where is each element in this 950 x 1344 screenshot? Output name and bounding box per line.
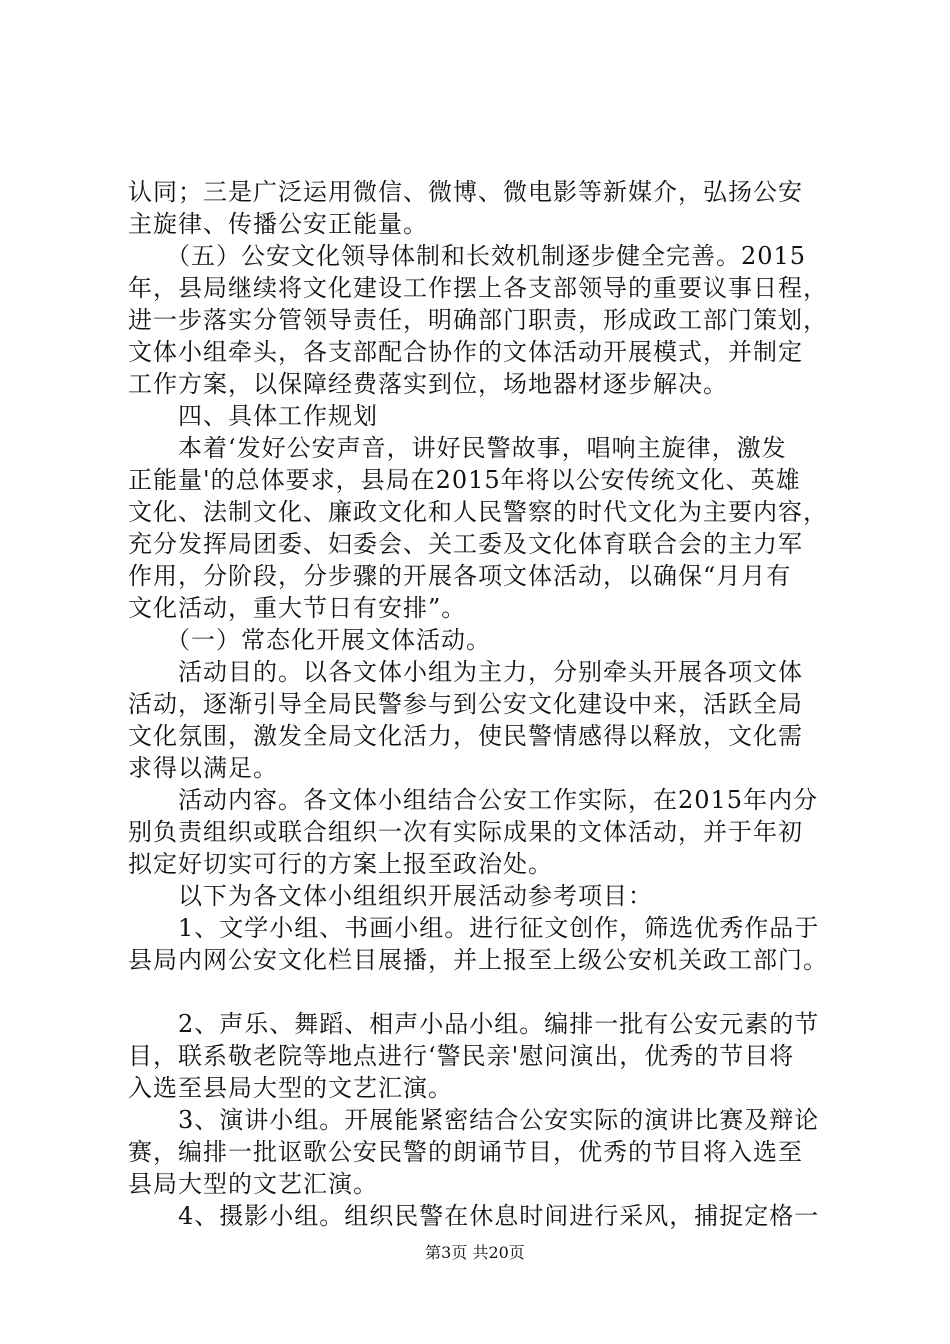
text-line: 文化氛围，激发全局文化活力，使民警情感得以释放，文化需 bbox=[128, 722, 803, 750]
text-line: （五）公安文化领导体制和长效机制逐步健全完善。2015 bbox=[128, 242, 807, 270]
text-line: 正能量'的总体要求，县局在2015年将以公安传统文化、英雄 bbox=[128, 466, 801, 494]
body-text bbox=[128, 176, 858, 1232]
text-line: 主旋律、传播公安正能量。 bbox=[128, 210, 428, 238]
text-line: 活动，逐渐引导全局民警参与到公安文化建设中来，活跃全局 bbox=[128, 690, 803, 718]
text-line: 认同；三是广泛运用微信、微博、微电影等新媒介，弘扬公安 bbox=[128, 178, 803, 206]
subsection-heading: （一）常态化开展文体活动。 bbox=[128, 626, 491, 654]
text-line: 4、摄影小组。组织民警在休息时间进行采风，捕捉定格一 bbox=[128, 1202, 820, 1230]
text-line: 赛，编排一批讴歌公安民警的朗诵节目，优秀的节目将入选至 bbox=[128, 1138, 803, 1166]
text-line: 求得以满足。 bbox=[128, 754, 278, 782]
text-line: 本着‘发好公安声音，讲好民警故事，唱响主旋律，激发 bbox=[128, 434, 787, 462]
text-line: 进一步落实分管领导责任，明确部门职责，形成政工部门策划， bbox=[128, 306, 828, 334]
text-line: 2、声乐、舞蹈、相声小品小组。编排一批有公安元素的节 bbox=[128, 1010, 820, 1038]
text-line: 1、文学小组、书画小组。进行征文创作，筛选优秀作品于 bbox=[128, 914, 820, 942]
text-line: 入选至县局大型的文艺汇演。 bbox=[128, 1074, 453, 1102]
text-line: 年，县局继续将文化建设工作摆上各支部领导的重要议事日程， bbox=[128, 274, 828, 302]
text-line: 县局大型的文艺汇演。 bbox=[128, 1170, 378, 1198]
page-footer: 第3页 共20页 bbox=[425, 1243, 525, 1262]
text-line: 文化、法制文化、廉政文化和人民警察的时代文化为主要内容， bbox=[128, 498, 828, 526]
text-line: 拟定好切实可行的方案上报至政治处。 bbox=[128, 850, 553, 878]
text-line: 工作方案，以保障经费落实到位，场地器材逐步解决。 bbox=[128, 370, 728, 398]
paragraph-gap bbox=[128, 976, 858, 1008]
text-line: 活动内容。各文体小组结合公安工作实际，在2015年内分 bbox=[128, 786, 819, 814]
text-line: 作用，分阶段，分步骤的开展各项文体活动，以确保“月月有 bbox=[128, 562, 792, 590]
text-line: 文化活动，重大节日有安排”。 bbox=[128, 594, 467, 622]
section-heading: 四、具体工作规划 bbox=[128, 402, 378, 430]
text-line: 县局内网公安文化栏目展播，并上报至上级公安机关政工部门。 bbox=[128, 946, 828, 974]
text-line: 3、演讲小组。开展能紧密结合公安实际的演讲比赛及辩论 bbox=[128, 1106, 820, 1134]
text-line: 活动目的。以各文体小组为主力，分别牵头开展各项文体 bbox=[128, 658, 803, 686]
text-line: 充分发挥局团委、妇委会、关工委及文化体育联合会的主力军 bbox=[128, 530, 803, 558]
text-line: 以下为各文体小组组织开展活动参考项目： bbox=[128, 882, 653, 910]
text-line: 目，联系敬老院等地点进行‘警民亲'慰问演出，优秀的节目将 bbox=[128, 1042, 795, 1070]
text-line: 别负责组织或联合组织一次有实际成果的文体活动，并于年初 bbox=[128, 818, 803, 846]
text-line: 文体小组牵头，各支部配合协作的文体活动开展模式，并制定 bbox=[128, 338, 803, 366]
